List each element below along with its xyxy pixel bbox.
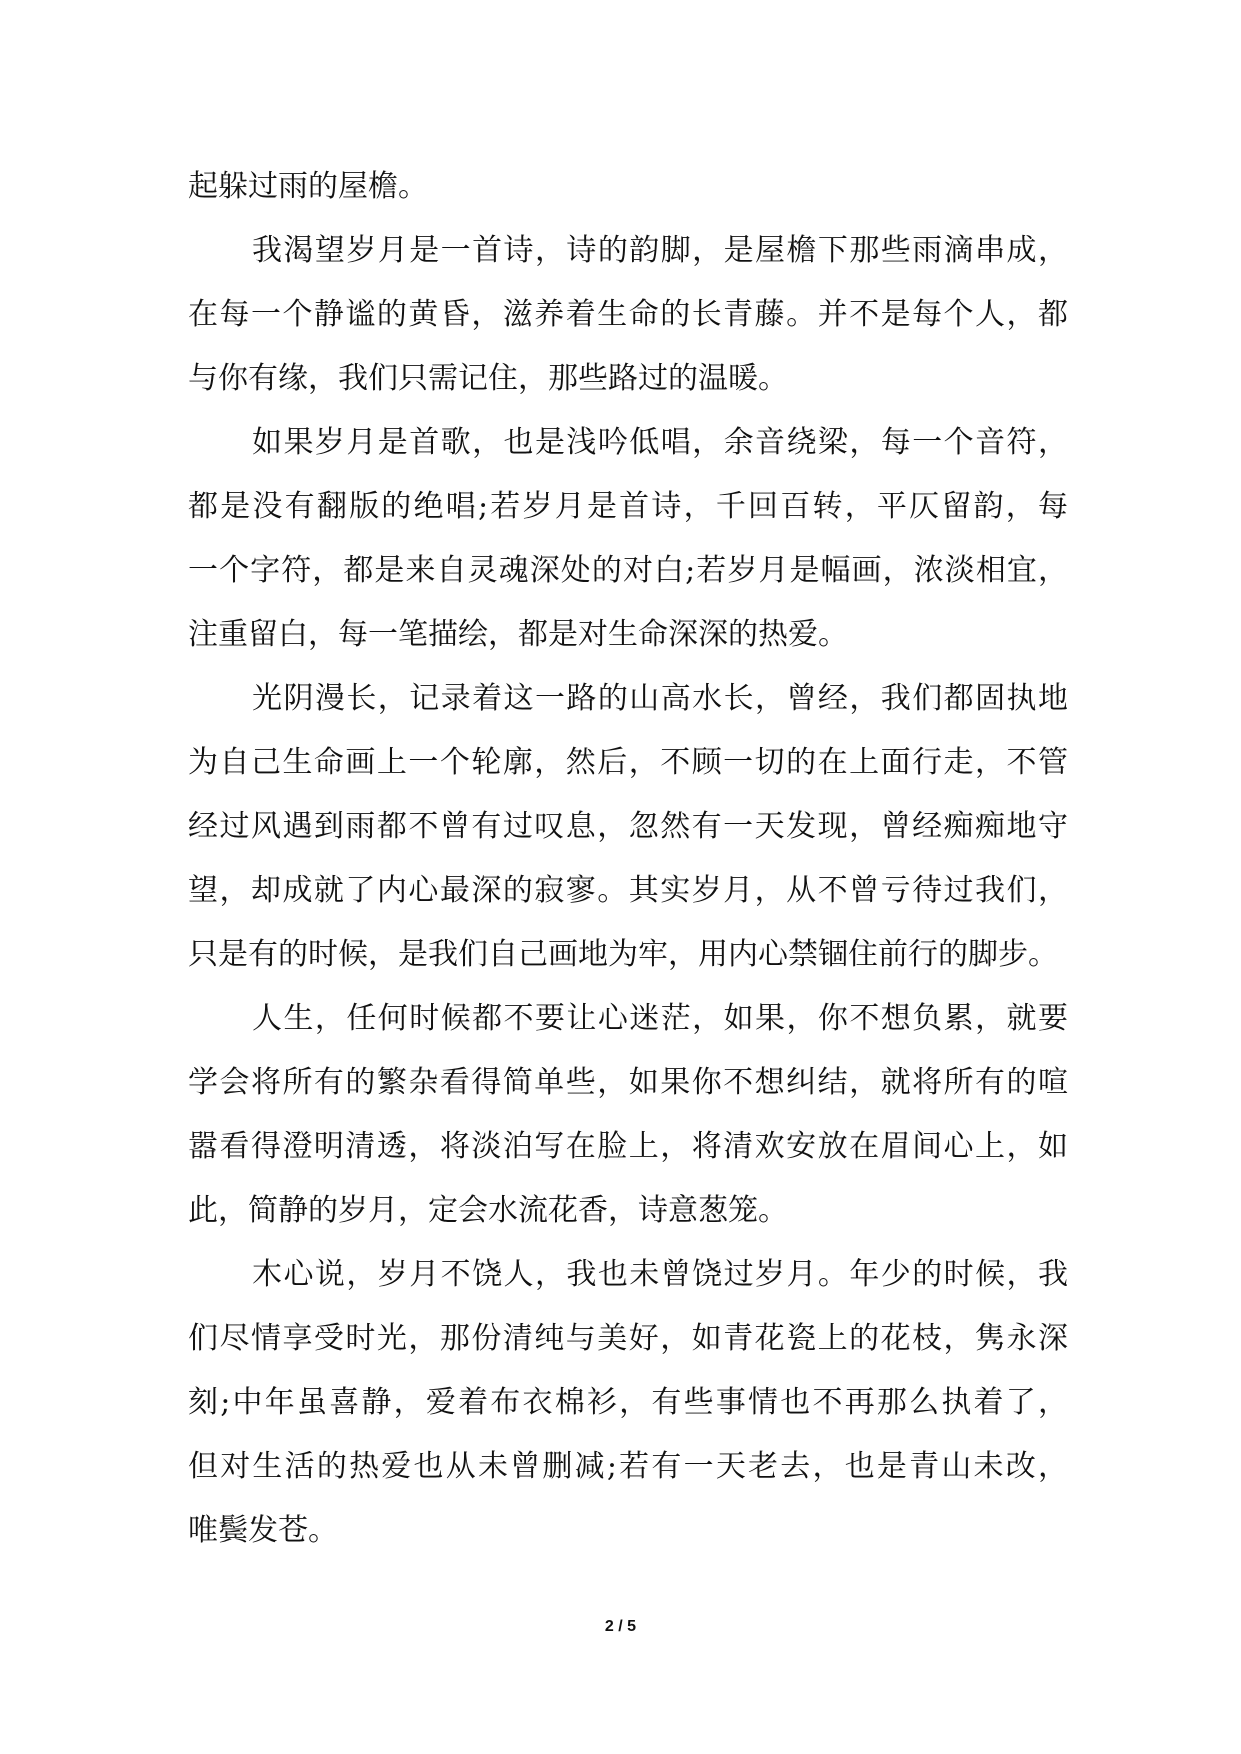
text-line: 嚣看得澄明清透，将淡泊写在脸上，将清欢安放在眉间心上，如	[188, 1129, 1068, 1164]
paragraph	[188, 411, 1068, 667]
paragraph	[188, 155, 1068, 219]
text-line: 为自己生命画上一个轮廓，然后，不顾一切的在上面行走，不管	[188, 745, 1068, 780]
text-line: 望，却成就了内心最深的寂寥。其实岁月，从不曾亏待过我们，	[188, 873, 1068, 908]
paragraph	[188, 667, 1068, 987]
text-line: 唯鬓发苍。	[188, 1513, 338, 1548]
text-line: 一个字符，都是来自灵魂深处的对白;若岁月是幅画，浓淡相宜，	[188, 553, 1068, 588]
document-body	[188, 155, 1068, 1563]
text-line: 们尽情享受时光，那份清纯与美好，如青花瓷上的花枝，隽永深	[188, 1321, 1068, 1356]
text-line: 人生，任何时候都不要让心迷茫，如果，你不想负累，就要	[252, 1001, 1068, 1036]
text-line: 只是有的时候，是我们自己画地为牢，用内心禁锢住前行的脚步。	[188, 937, 1058, 972]
text-line: 在每一个静谧的黄昏，滋养着生命的长青藤。并不是每个人，都	[188, 297, 1068, 332]
text-line: 学会将所有的繁杂看得简单些，如果你不想纠结，就将所有的喧	[188, 1065, 1068, 1100]
page-number: 2 / 5	[604, 1618, 637, 1635]
text-line: 起躲过雨的屋檐。	[188, 169, 428, 204]
text-line: 如果岁月是首歌，也是浅吟低唱，余音绕梁，每一个音符，	[252, 425, 1068, 460]
text-line: 我渴望岁月是一首诗，诗的韵脚，是屋檐下那些雨滴串成，	[252, 233, 1068, 268]
text-line: 光阴漫长，记录着这一路的山高水长，曾经，我们都固执地	[252, 681, 1068, 716]
text-line: 都是没有翻版的绝唱;若岁月是首诗，千回百转，平仄留韵，每	[188, 489, 1068, 524]
text-line: 木心说，岁月不饶人，我也未曾饶过岁月。年少的时候，我	[252, 1257, 1068, 1292]
paragraph	[188, 219, 1068, 411]
text-line: 但对生活的热爱也从未曾删减;若有一天老去，也是青山未改，	[188, 1449, 1068, 1484]
text-line: 与你有缘，我们只需记住，那些路过的温暖。	[188, 361, 788, 396]
paragraph	[188, 987, 1068, 1243]
text-line: 刻;中年虽喜静，爱着布衣棉衫，有些事情也不再那么执着了，	[188, 1385, 1068, 1420]
text-line: 注重留白，每一笔描绘，都是对生命深深的热爱。	[188, 617, 848, 652]
text-line: 此，简静的岁月，定会水流花香，诗意葱笼。	[188, 1193, 788, 1228]
text-line: 经过风遇到雨都不曾有过叹息，忽然有一天发现，曾经痴痴地守	[188, 809, 1068, 844]
paragraph	[188, 1243, 1068, 1563]
